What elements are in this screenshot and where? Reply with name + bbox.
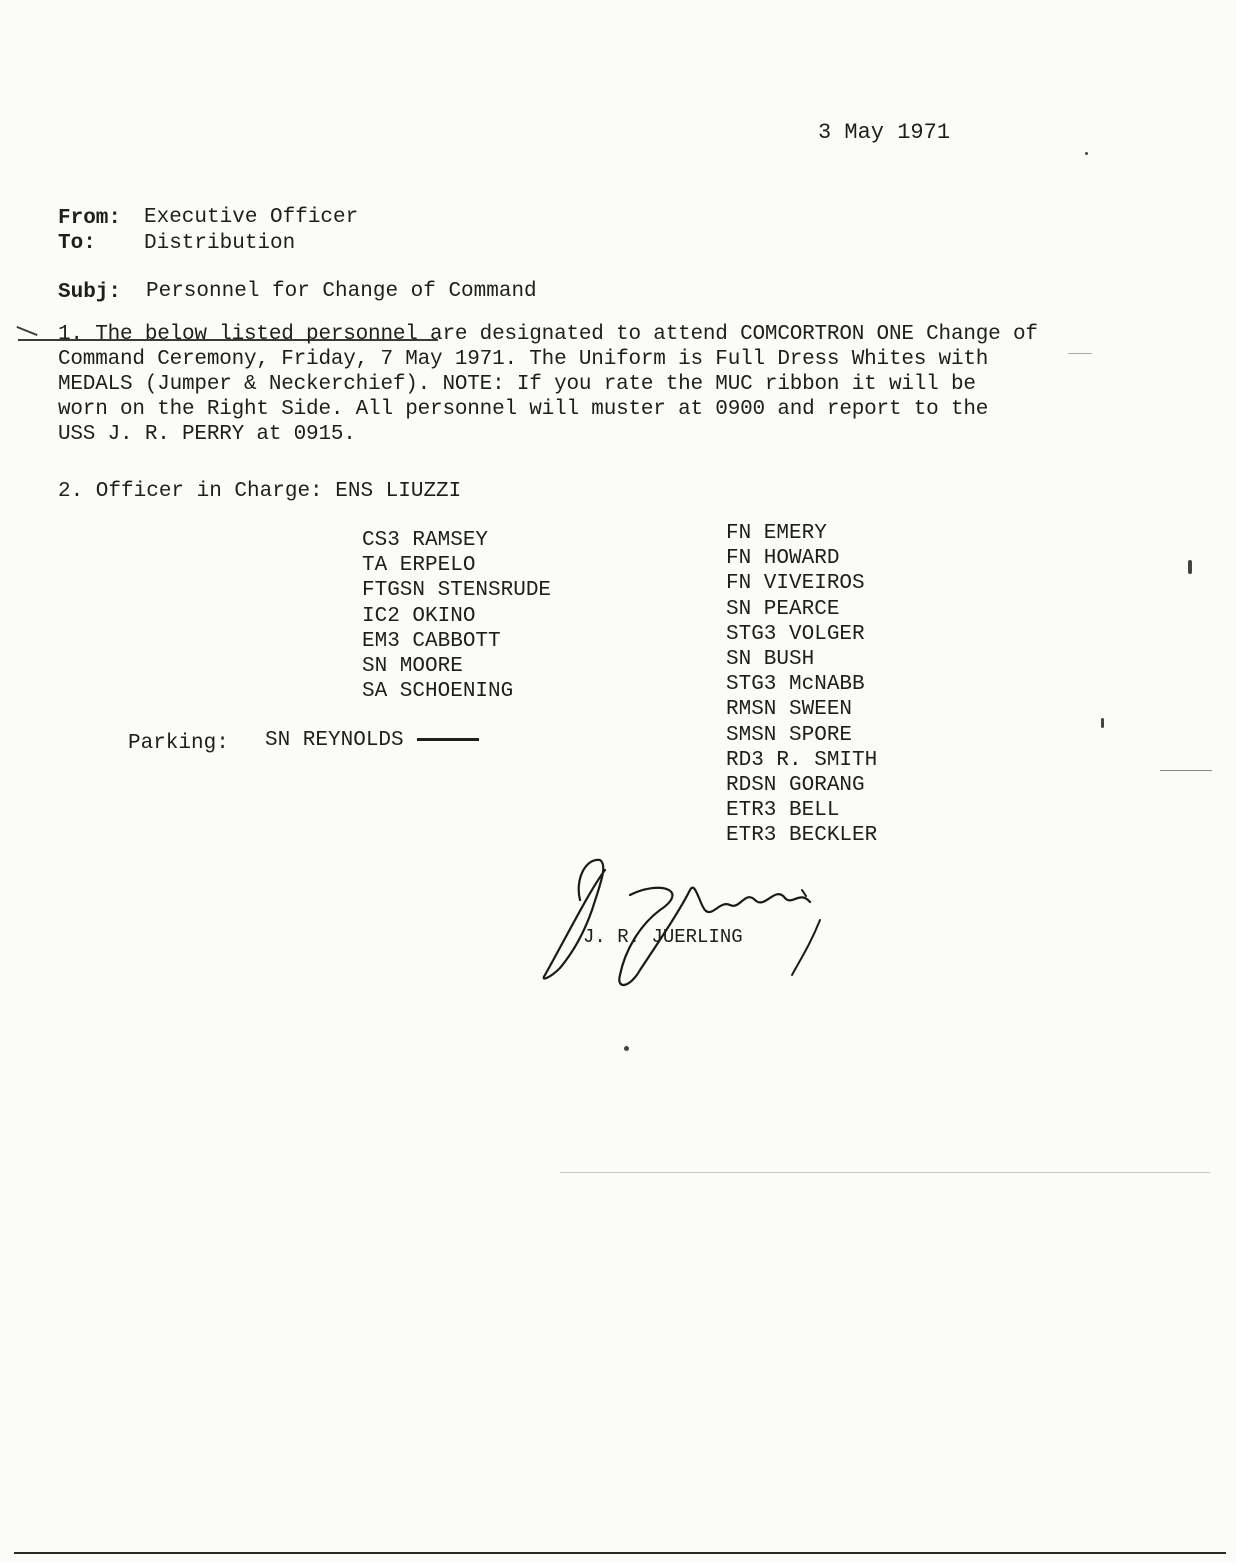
ink-speck [1188, 560, 1192, 574]
paragraph-2: 2. Officer in Charge: ENS LIUZZI [58, 480, 462, 503]
paragraph-1-line: USS J. R. PERRY at 0915. [58, 423, 356, 446]
to-value: Distribution [144, 232, 296, 255]
faint-line [1068, 353, 1092, 354]
list-item: SN BUSH [726, 648, 815, 672]
list-item: STG3 McNABB [726, 673, 865, 697]
personnel-list-left [362, 528, 551, 704]
list-item: RD3 R. SMITH [726, 748, 878, 772]
list-item: IC2 OKINO [362, 604, 476, 628]
list-item: FTGSN STENSRUDE [362, 579, 552, 603]
paragraph-1-line: 1. The below listed personnel are designated to attend COMCORTRON ONE Change of [58, 323, 1038, 346]
paragraph-1-line: Command Ceremony, Friday, 7 May 1971. The Uniform is Full Dress Whites with [58, 348, 989, 371]
list-item: SN MOORE [362, 655, 463, 679]
list-item: STG3 VOLGER [726, 622, 865, 646]
personnel-list-right [726, 521, 877, 849]
faint-line [1160, 770, 1212, 771]
subject-label: Subj: [58, 281, 122, 304]
from-label: From: [58, 207, 122, 230]
margin-mark [16, 326, 37, 336]
ink-speck [1085, 152, 1088, 155]
list-item: FN EMERY [726, 522, 827, 545]
list-item: CS3 RAMSEY [362, 529, 489, 552]
signature-name: J. R. JUERLING [583, 926, 743, 948]
bottom-border-line [14, 1552, 1226, 1554]
list-item: SN PEARCE [726, 597, 840, 621]
paragraph-1-line: worn on the Right Side. All personnel will muster at 0900 and report to the [58, 398, 989, 421]
list-item: EM3 CABBOTT [362, 629, 501, 653]
list-item: SMSN SPORE [726, 723, 853, 747]
subject-value: Personnel for Change of Command [146, 280, 537, 303]
paragraph-1 [58, 322, 1068, 447]
ink-speck [1101, 718, 1104, 728]
list-item: ETR3 BECKLER [726, 824, 878, 848]
parking-value: SN REYNOLDS [265, 729, 404, 752]
faint-line [560, 1172, 1210, 1173]
from-value: Executive Officer [144, 206, 359, 229]
parking-dash [417, 738, 479, 741]
list-item: RDSN GORANG [726, 774, 865, 798]
list-item: RMSN SWEEN [726, 698, 853, 722]
list-item: ETR3 BELL [726, 799, 840, 823]
list-item: TA ERPELO [362, 554, 476, 578]
paragraph-1-line: MEDALS (Jumper & Neckerchief). NOTE: If you rate the MUC ribbon it will be [58, 373, 976, 396]
memo-date: 3 May 1971 [818, 120, 951, 145]
parking-label: Parking: [128, 732, 229, 755]
to-label: To: [58, 232, 96, 255]
list-item: FN HOWARD [726, 547, 840, 571]
handwritten-signature [530, 850, 840, 1000]
ink-speck [624, 1046, 629, 1051]
list-item: SA SCHOENING [362, 680, 514, 704]
list-item: FN VIVEIROS [726, 572, 865, 596]
